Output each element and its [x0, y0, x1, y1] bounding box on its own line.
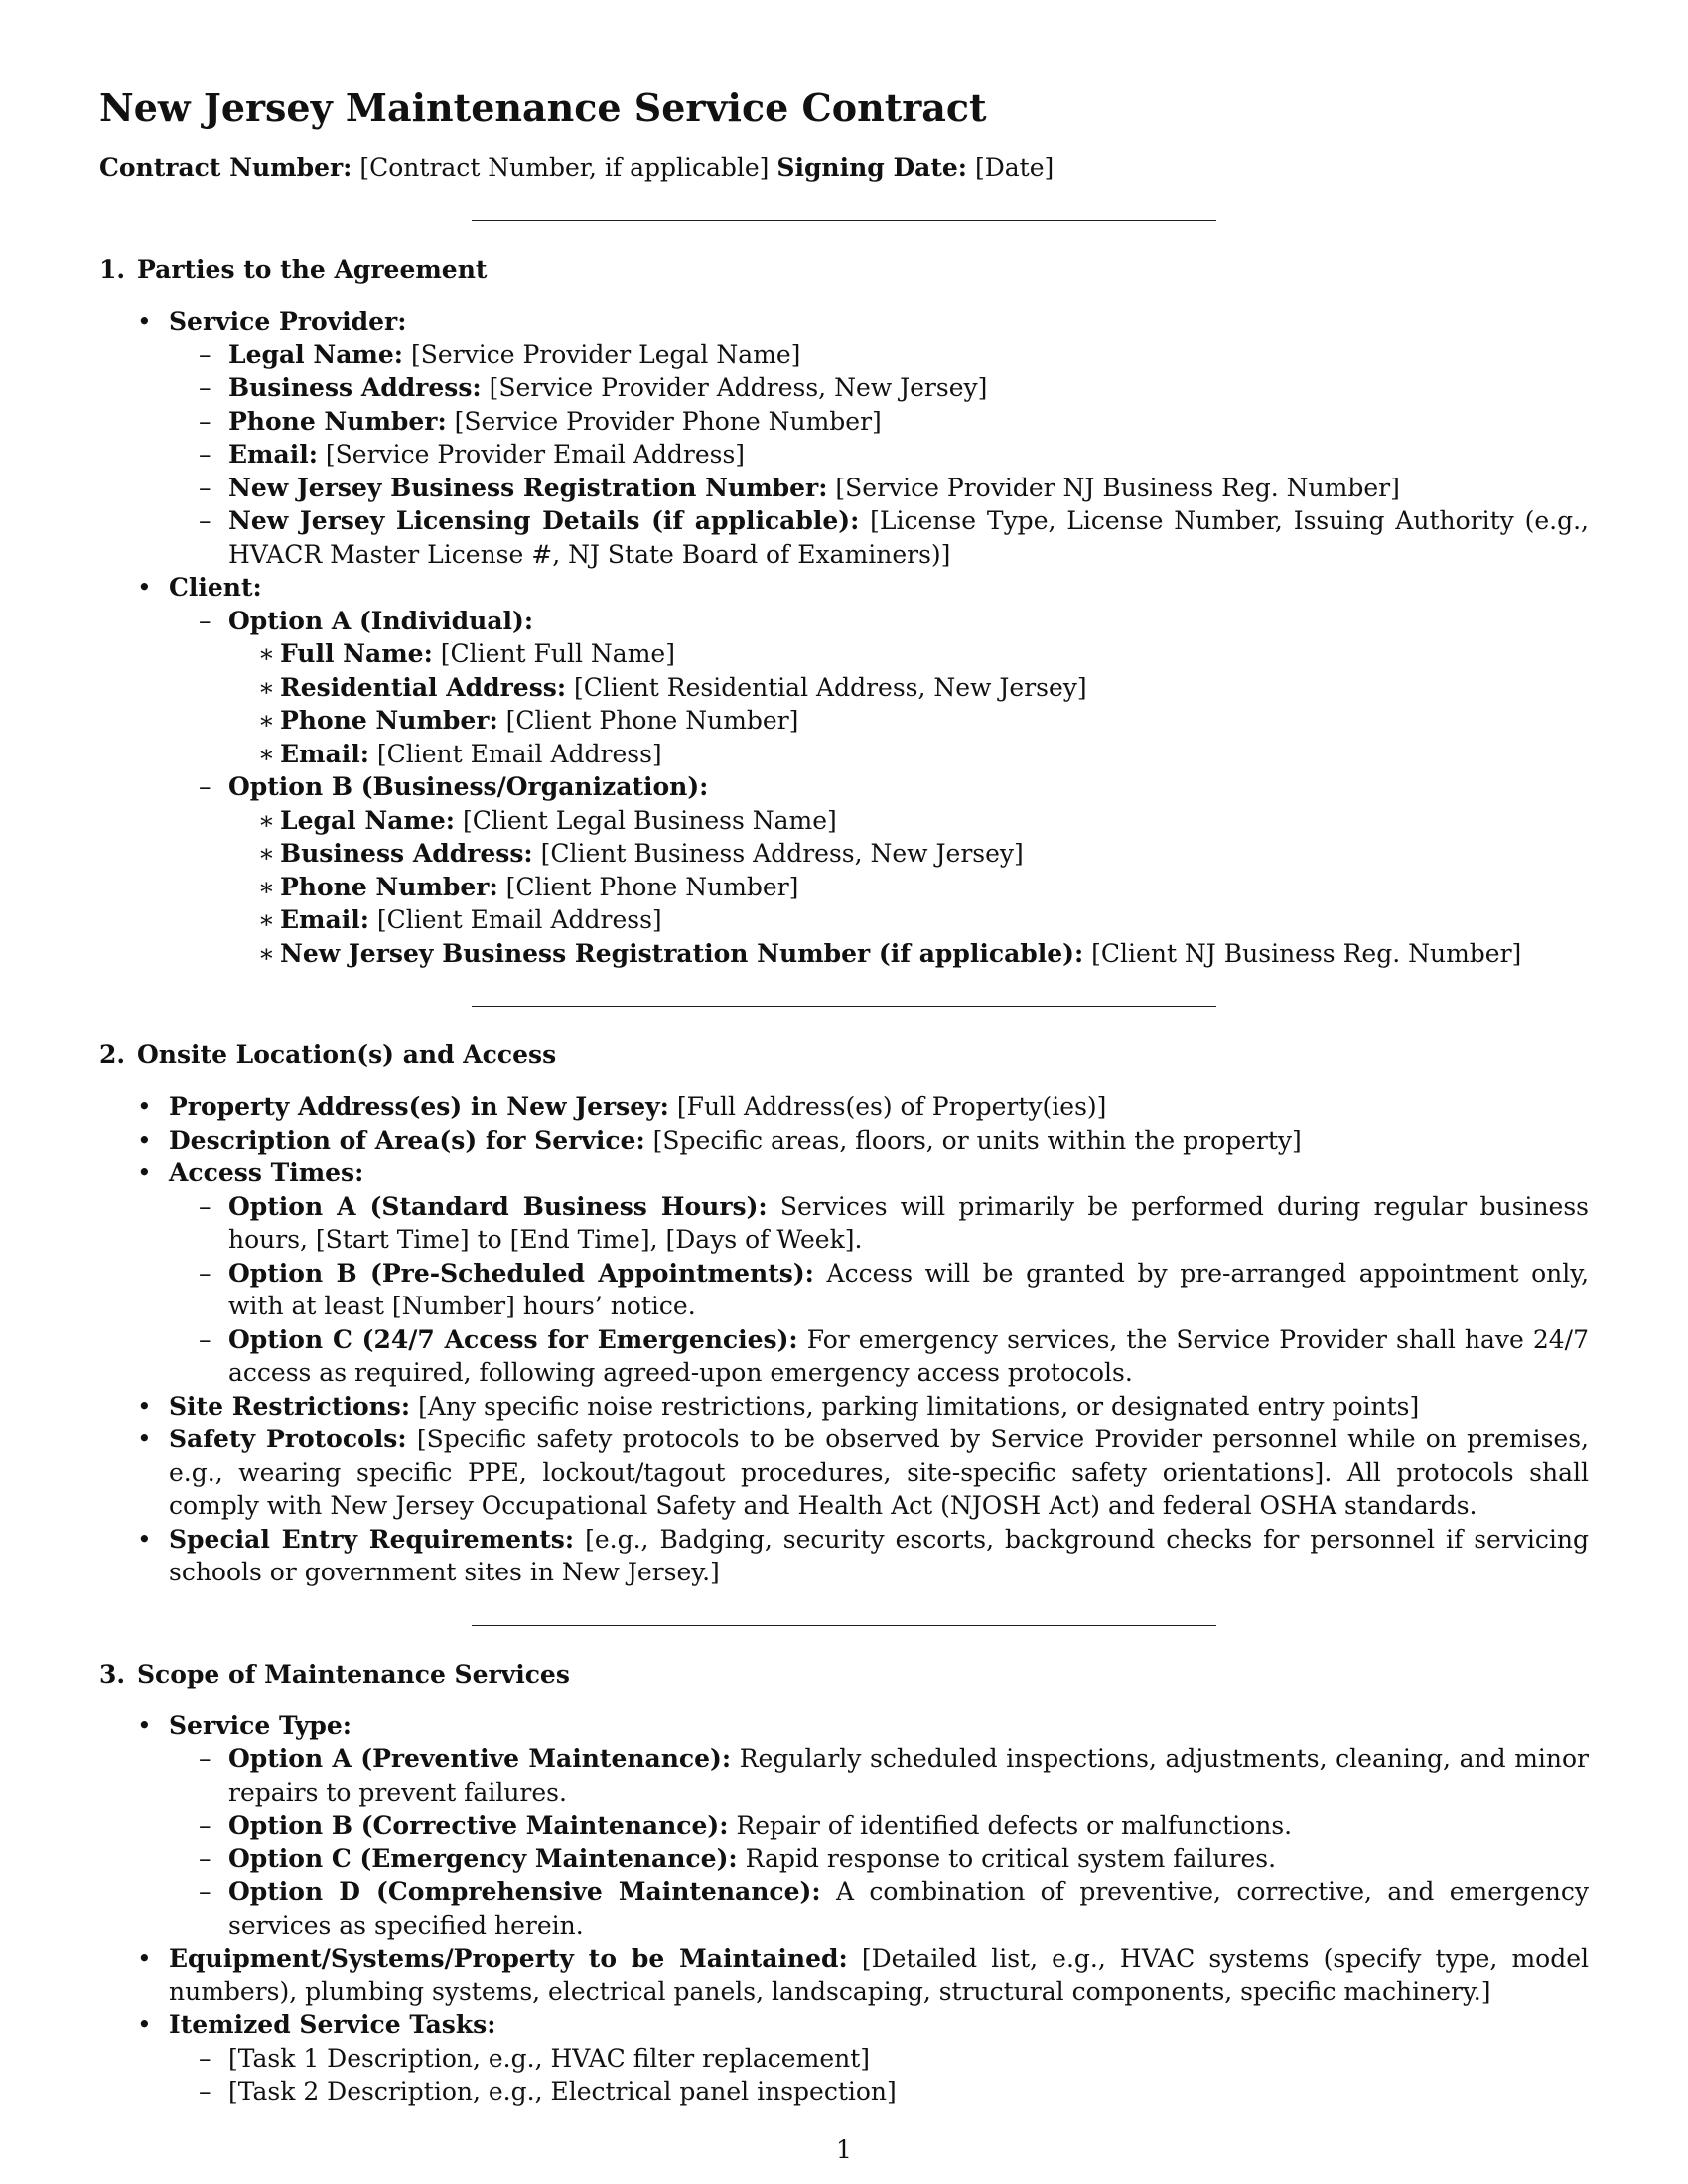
section-divider: [472, 1006, 1216, 1007]
section-heading: 3. Scope of Maintenance Services: [99, 1659, 570, 1689]
list-item: – Option C (Emergency Maintenance): Rapid response to critical system failures.: [169, 1843, 1589, 1876]
section-heading: 2. Onsite Location(s) and Access: [99, 1040, 557, 1069]
list-item: ∗ Full Name: [Client Full Name]: [228, 637, 1589, 671]
section-parties: [99, 253, 1589, 970]
list-item: • Equipment/Systems/Property to be Maintained: [Detailed list, e.g., HVAC systems (specify type, model numbers), plumbing systems, electrical panels, landscaping, structural components, specific machinery.]: [99, 1942, 1589, 2008]
list-item: – New Jersey Business Registration Number: [Service Provider NJ Business Reg. Number]: [169, 472, 1589, 505]
list-item: – Option A (Standard Business Hours): Services will primarily be performed during regular business hours, [Start Time] to [End Time], [Days of Week].: [169, 1190, 1589, 1257]
list-item: • Service Type: – Option A (Preventive Maintenance): Regularly scheduled inspections, adjustments, cleaning, and minor repairs to prevent failures. – Option B (Corrective Maintenance): Repair of identified defects or malfunctions. – Option C (Emergency Maintenance): Rapid response to critical system failures. – Option D (Comprehensive Maintenance): A combination of preventive, corrective, and emergency services as specified herein.: [99, 1709, 1589, 1943]
list-item: • Itemized Service Tasks: – [Task 1 Description, e.g., HVAC filter replacement] – [Task 2 Description, e.g., Electrical panel inspection]: [99, 2008, 1589, 2109]
list-item: • Service Provider: – Legal Name: [Service Provider Legal Name] – Business Address: [Service Provider Address, New Jersey] – Phone Number: [Service Provider Phone Number] – Email: [Service Provider Email Address] – New Jersey Business Registration Number: [Service Provider NJ Business Reg. Number] – New Jersey Licensing Details (if applicable): [License Type, License Number, Issuing Authority (e.g., HVACR Master License #, NJ State Board of Examiners)]: [99, 305, 1589, 571]
list-item: – [Task 2 Description, e.g., Electrical panel inspection]: [169, 2075, 1589, 2109]
list-item: ∗ Email: [Client Email Address]: [228, 738, 1589, 771]
list-item: • Special Entry Requirements: [e.g., Badging, security escorts, background checks for personnel if servicing schools or government sites in New Jersey.]: [99, 1523, 1589, 1589]
list-item: – New Jersey Licensing Details (if applicable): [License Type, License Number, Issuing Authority (e.g., HVACR Master License #, NJ State Board of Examiners)]: [169, 504, 1589, 571]
list-item: – Option A (Preventive Maintenance): Regularly scheduled inspections, adjustments, cleaning, and minor repairs to prevent failures.: [169, 1742, 1589, 1809]
list-item: – Option B (Corrective Maintenance): Repair of identified defects or malfunctions.: [169, 1809, 1589, 1843]
list-item: • Property Address(es) in New Jersey: [Full Address(es) of Property(ies)]: [99, 1090, 1589, 1124]
list-item: • Site Restrictions: [Any specific noise restrictions, parking limitations, or designated entry points]: [99, 1390, 1589, 1424]
list-item: ∗ Residential Address: [Client Residential Address, New Jersey]: [228, 671, 1589, 705]
provider-details: [169, 339, 1589, 572]
list-item: – Legal Name: [Service Provider Legal Name]: [169, 339, 1589, 372]
list-item: – Email: [Service Provider Email Address]: [169, 438, 1589, 472]
list-item: • Access Times: – Option A (Standard Business Hours): Services will primarily be performed during regular business hours, [Start Time] to [End Time], [Days of Week]. – Option B (Pre-Scheduled Appointments): Access will be granted by pre-arranged appointment only, with at least [Number] hours’ notice. – Option C (24/7 Access for Emergencies): For emergency services, the Service Provider shall have 24/7 access as required, following agreed-upon emergency access protocols.: [99, 1157, 1589, 1390]
access-options: [169, 1190, 1589, 1390]
service-types: [169, 1742, 1589, 1942]
option-b-details: [228, 804, 1589, 971]
section-location-access: [99, 1038, 1589, 1589]
contract-number-value: [Contract Number, if applicable]: [359, 153, 770, 182]
scope-list: [99, 1709, 1589, 2109]
list-item: ∗ Legal Name: [Client Legal Business Name]: [228, 804, 1589, 838]
signing-date-label: Signing Date:: [776, 153, 968, 182]
page-number: 1: [836, 2135, 852, 2164]
contract-meta: [99, 151, 1589, 185]
location-list: [99, 1090, 1589, 1589]
section-divider: [472, 220, 1216, 221]
list-item: – Option B (Pre-Scheduled Appointments): Access will be granted by pre-arranged appointment only, with at least [Number] hours’ notice.: [169, 1257, 1589, 1323]
parties-list: [99, 305, 1589, 970]
list-item: – Option A (Individual): ∗ Full Name: [Client Full Name] ∗ Residential Address: [Client Residential Address, New Jersey] ∗ Phone Number: [Client Phone Number] ∗ Email: [Client Email Address]: [169, 605, 1589, 771]
section-heading: 1. Parties to the Agreement: [99, 255, 488, 284]
option-a-details: [228, 637, 1589, 770]
list-item: – Option D (Comprehensive Maintenance): A combination of preventive, corrective, and emergency services as specified herein.: [169, 1875, 1589, 1942]
list-item: • Description of Area(s) for Service: [Specific areas, floors, or units within the property]: [99, 1124, 1589, 1158]
service-tasks: [169, 2042, 1589, 2109]
list-item: ∗ Email: [Client Email Address]: [228, 903, 1589, 937]
client-options: [169, 605, 1589, 971]
signing-date-value: [Date]: [974, 153, 1055, 182]
contract-number-label: Contract Number:: [99, 153, 352, 182]
list-item: ∗ Business Address: [Client Business Address, New Jersey]: [228, 837, 1589, 871]
list-item: – Phone Number: [Service Provider Phone Number]: [169, 405, 1589, 439]
section-scope: [99, 1658, 1589, 2109]
document-title: New Jersey Maintenance Service Contract: [99, 85, 987, 130]
list-item: • Client: – Option A (Individual): ∗ Full Name: [Client Full Name] ∗ Residential Address: [Client Residential Address, New Jersey] ∗ Phone Number: [Client Phone Number] ∗ Email: [Client Email Address] – Option B (Business/Organization): ∗ Legal Name: [Client Legal Business Name] ∗ Business Address: [Client Business Address, New Jersey] ∗ Phone Number: [Client Phone Number] ∗ Email: [Client Email Address] ∗ New Jersey Business Registration Number (if applicable): [Client NJ Business Reg. Number]: [99, 571, 1589, 970]
list-item: • Safety Protocols: [Specific safety protocols to be observed by Service Provider personnel while on premises, e.g., wearing specific PPE, lockout/tagout procedures, site-specific safety orientations]. All protocols shall comply with New Jersey Occupational Safety and Health Act (NJOSH Act) and federal OSHA standards.: [99, 1423, 1589, 1523]
section-divider: [472, 1625, 1216, 1626]
list-item: – Option C (24/7 Access for Emergencies): For emergency services, the Service Provider shall have 24/7 access as required, following agreed-upon emergency access protocols.: [169, 1323, 1589, 1390]
list-item: ∗ Phone Number: [Client Phone Number]: [228, 704, 1589, 738]
list-item: ∗ New Jersey Business Registration Number (if applicable): [Client NJ Business Reg. Number]: [228, 937, 1589, 971]
document-page: [99, 85, 1589, 2109]
list-item: – [Task 1 Description, e.g., HVAC filter replacement]: [169, 2042, 1589, 2076]
list-item: – Option B (Business/Organization): ∗ Legal Name: [Client Legal Business Name] ∗ Business Address: [Client Business Address, New Jersey] ∗ Phone Number: [Client Phone Number] ∗ Email: [Client Email Address] ∗ New Jersey Business Registration Number (if applicable): [Client NJ Business Reg. Number]: [169, 770, 1589, 970]
list-item: – Business Address: [Service Provider Address, New Jersey]: [169, 371, 1589, 405]
list-item: ∗ Phone Number: [Client Phone Number]: [228, 871, 1589, 904]
